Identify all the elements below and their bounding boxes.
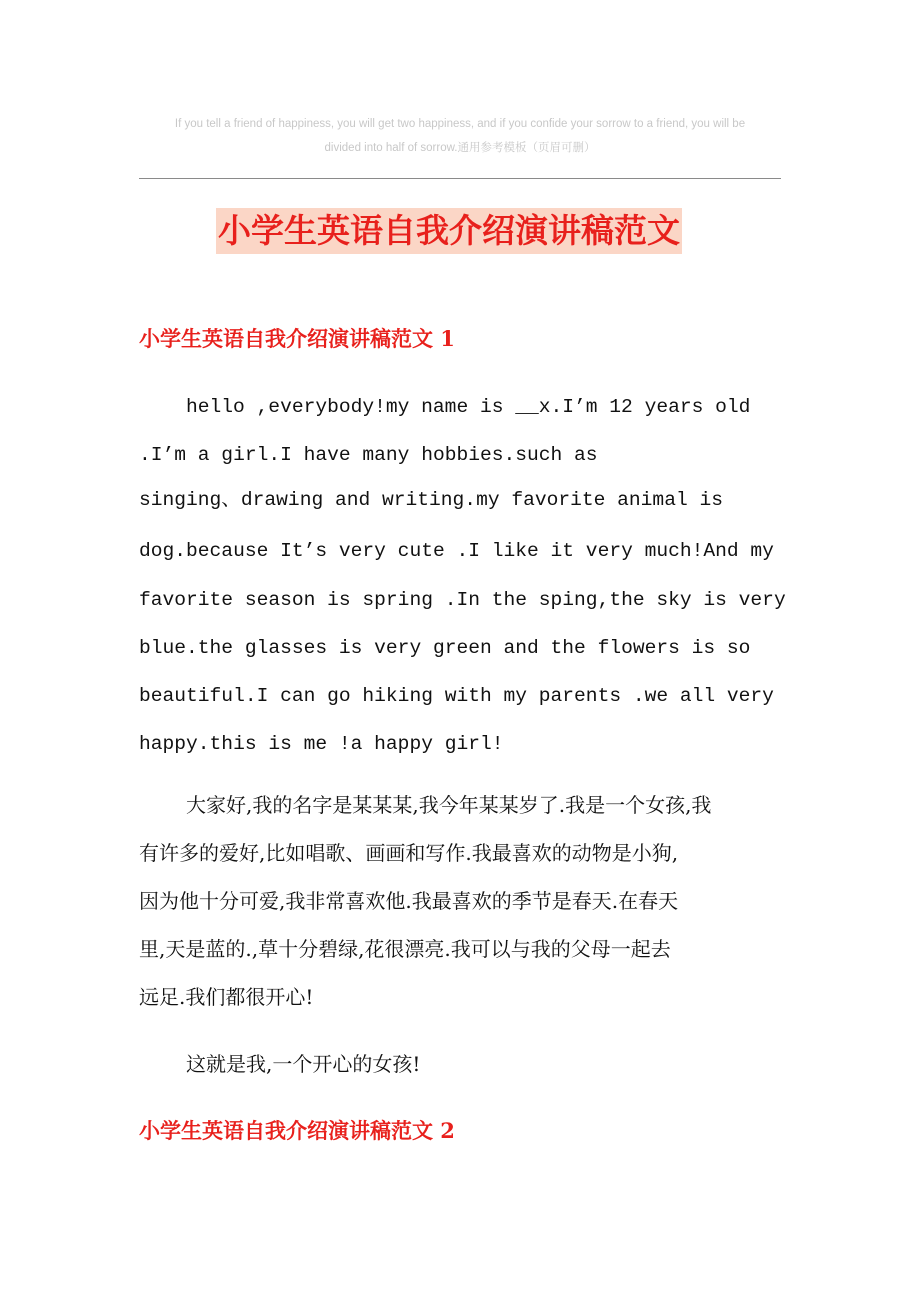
english-line-1: hello ,everybody!my name is __x.I’m 12 years old xyxy=(186,396,751,418)
chinese-line-3: 因为他十分可爱,我非常喜欢他.我最喜欢的季节是春天.在春天 xyxy=(139,889,679,913)
chinese-line-2: 有许多的爱好,比如唱歌、画画和写作.我最喜欢的动物是小狗, xyxy=(139,841,679,865)
section-2-heading: 小学生英语自我介绍演讲稿范文 2 xyxy=(139,1118,455,1143)
page-header xyxy=(130,112,790,160)
english-line-5: favorite season is spring .In the sping,the sky is very xyxy=(139,589,786,611)
section-1-heading: 小学生英语自我介绍演讲稿范文 1 xyxy=(139,326,455,351)
section-1-closing-line: 这就是我,一个开心的女孩! xyxy=(186,1052,421,1076)
english-line-3: singing、drawing and writing.my favorite animal is xyxy=(139,489,723,511)
english-line-6: blue.the glasses is very green and the flowers is so xyxy=(139,637,751,659)
chinese-line-5: 远足.我们都很开心! xyxy=(139,985,314,1009)
english-line-8: happy.this is me !a happy girl! xyxy=(139,733,504,755)
header-divider xyxy=(139,178,781,179)
english-line-7: beautiful.I can go hiking with my parents .we all very xyxy=(139,685,774,707)
english-line-4: dog.because It’s very cute .I like it very much!And my xyxy=(139,540,774,562)
english-line-2: .I’m a girl.I have many hobbies.such as xyxy=(139,444,598,466)
chinese-line-1: 大家好,我的名字是某某某,我今年某某岁了.我是一个女孩,我 xyxy=(186,793,712,817)
document-title: 小学生英语自我介绍演讲稿范文 xyxy=(216,208,682,254)
chinese-line-4: 里,天是蓝的.,草十分碧绿,花很漂亮.我可以与我的父母一起去 xyxy=(139,937,671,961)
header-quote-line-2: divided into half of sorrow.通用参考模板（页眉可删） xyxy=(324,142,596,154)
header-quote-line-1: If you tell a friend of happiness, you will get two happiness, and if you confide your sorrow to a friend, you will be xyxy=(174,118,746,130)
